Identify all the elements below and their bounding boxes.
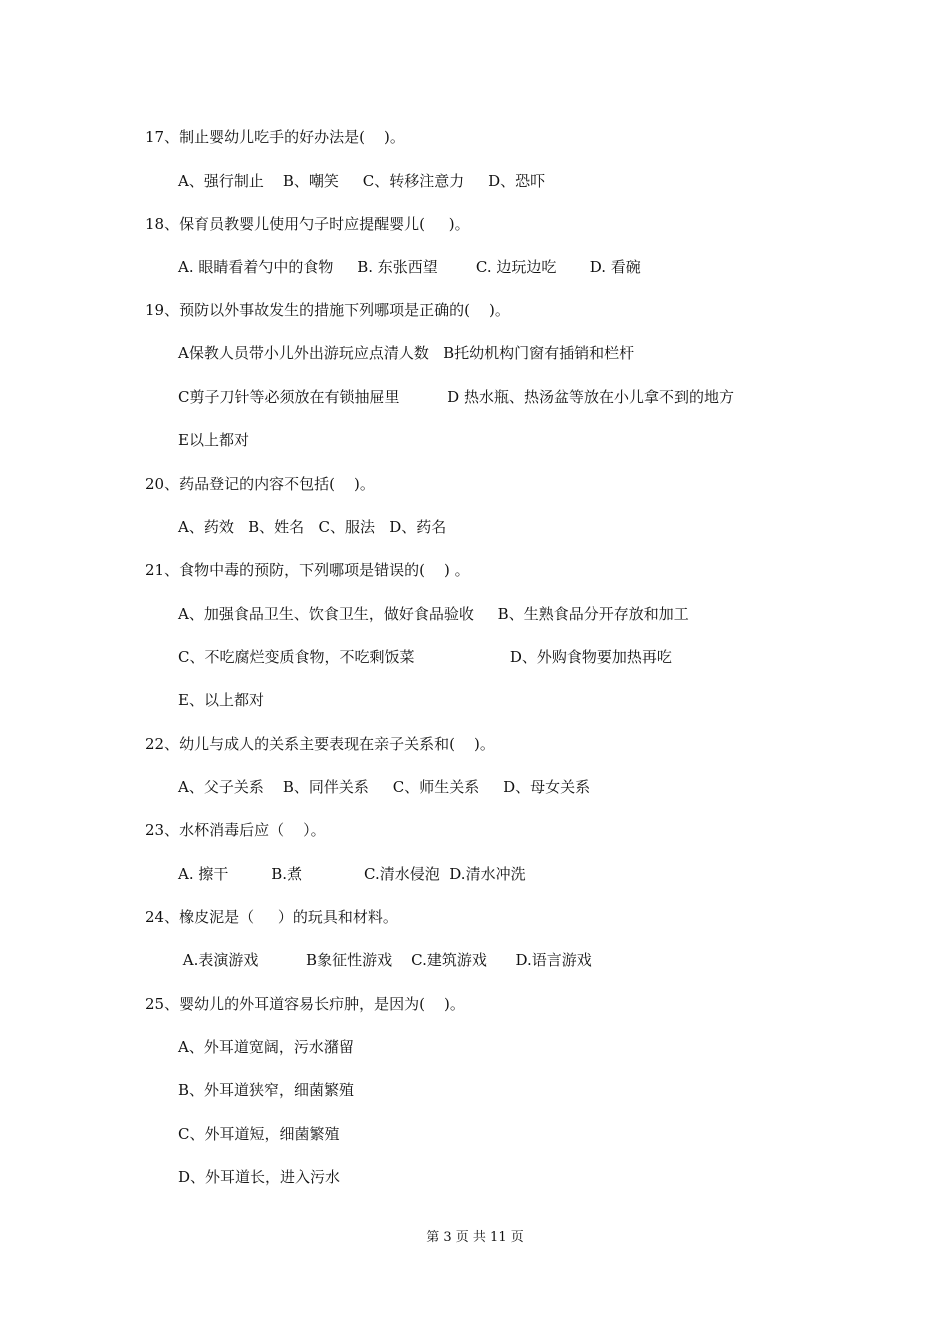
question-17-options: A、强行制止 B、嘲笑 C、转移注意力 D、恐吓 — [178, 172, 546, 190]
question-21-option-1: A、加强食品卫生、饮食卫生，做好食品验收 B、生熟食品分开存放和加工 — [178, 605, 689, 623]
question-25-stem: 25、婴幼儿的外耳道容易长疖肿，是因为( )。 — [145, 995, 465, 1013]
question-25-option-a: A、外耳道宽阔，污水潴留 — [178, 1038, 354, 1056]
page-number-footer: 第 3 页 共 11 页 — [426, 1230, 524, 1245]
question-17-stem: 17、制止婴幼儿吃手的好办法是( )。 — [145, 128, 405, 146]
question-24-stem: 24、橡皮泥是（ ）的玩具和材料。 — [145, 908, 398, 926]
question-25-option-c: C、外耳道短，细菌繁殖 — [178, 1125, 340, 1143]
question-24-options: A.表演游戏 B象征性游戏 C.建筑游戏 D.语言游戏 — [178, 951, 592, 969]
question-25-option-b: B、外耳道狭窄，细菌繁殖 — [178, 1081, 355, 1099]
question-21-stem: 21、食物中毒的预防，下列哪项是错误的( ) 。 — [145, 561, 470, 579]
question-23-options: A. 擦干 B.煮 C.清水侵泡 D.清水冲洗 — [178, 865, 526, 883]
question-22-stem: 22、幼儿与成人的关系主要表现在亲子关系和( )。 — [145, 735, 495, 753]
question-21-option-2: C、不吃腐烂变质食物，不吃剩饭菜 D、外购食物要加热再吃 — [178, 648, 672, 666]
question-23-stem: 23、水杯消毒后应（ ）。 — [145, 821, 326, 839]
question-19-stem: 19、预防以外事故发生的措施下列哪项是正确的( )。 — [145, 301, 510, 319]
question-19-option-2: C剪子刀针等必须放在有锁抽屉里 D 热水瓶、热汤盆等放在小儿拿不到的地方 — [178, 388, 734, 406]
question-20-options: A、药效 B、姓名 C、服法 D、药名 — [178, 518, 447, 536]
question-21-option-3: E、以上都对 — [178, 691, 264, 709]
question-20-stem: 20、药品登记的内容不包括( )。 — [145, 475, 375, 493]
question-19-option-3: E以上都对 — [178, 431, 249, 449]
question-22-options: A、父子关系 B、同伴关系 C、师生关系 D、母女关系 — [178, 778, 591, 796]
question-18-options: A. 眼睛看着勺中的食物 B. 东张西望 C. 边玩边吃 D. 看碗 — [178, 258, 641, 276]
question-18-stem: 18、保育员教婴儿使用勺子时应提醒婴儿( )。 — [145, 215, 470, 233]
question-25-option-d: D、外耳道长，进入污水 — [178, 1168, 341, 1186]
question-19-option-1: A保教人员带小儿外出游玩应点清人数 B托幼机构门窗有插销和栏杆 — [178, 344, 635, 362]
